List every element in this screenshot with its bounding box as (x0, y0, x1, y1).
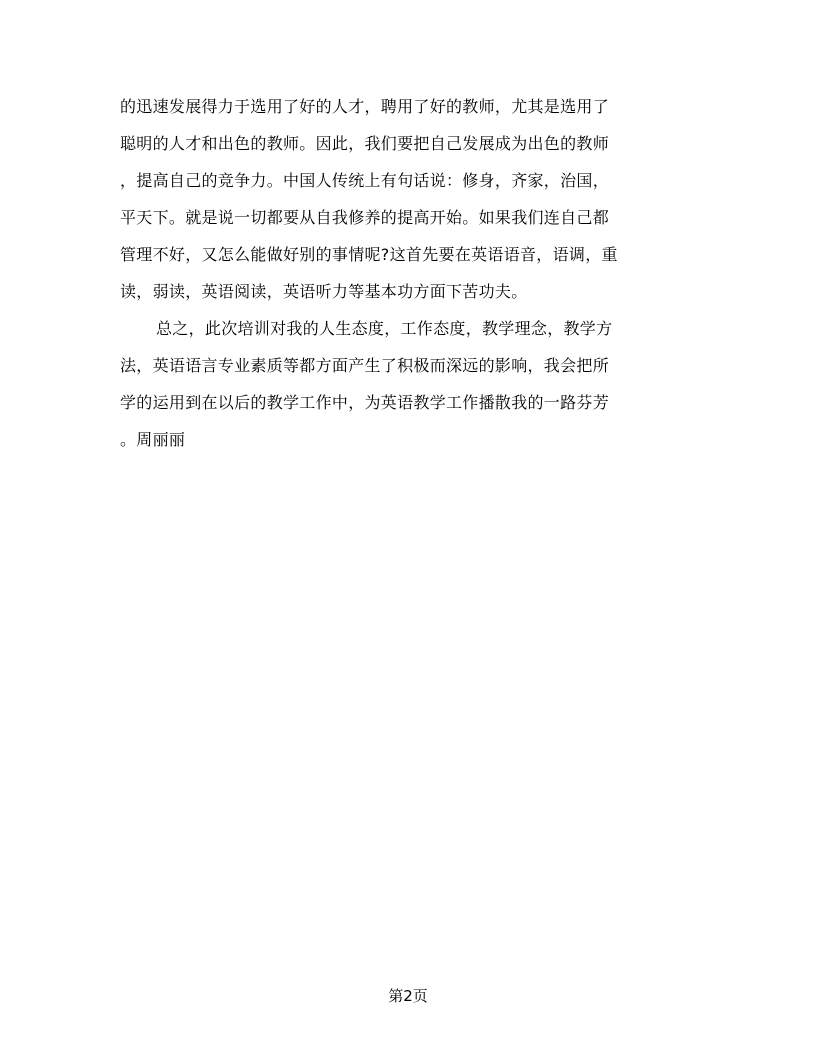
text-line-3: ，提高自己的竞争力。中国人传统上有句话说：修身，齐家，治国， (120, 171, 610, 190)
text-line-2: 聪明的人才和出色的教师。因此，我们要把自己发展成为出色的教师 (120, 134, 610, 153)
text-line-4: 平天下。就是说一切都要从自我修养的提高开始。如果我们连自己都 (120, 208, 610, 227)
page-number: 第2页 (388, 987, 428, 1005)
text-line-5: 管理不好，又怎么能做好别的事情呢?这首先要在英语语音，语调，重 (120, 245, 618, 264)
document-body (120, 88, 710, 458)
text-line-10: 。周丽丽 (120, 430, 186, 449)
text-line-6: 读，弱读，英语阅读，英语听力等基本功方面下苦功夫。 (120, 282, 528, 301)
text-line-9: 学的运用到在以后的教学工作中，为英语教学工作播散我的一路芬芳 (120, 393, 610, 412)
text-line-8: 法，英语语言专业素质等都方面产生了积极而深远的影响，我会把所 (120, 356, 610, 375)
text-line-1: 的迅速发展得力于选用了好的人才，聘用了好的教师，尤其是选用了 (120, 97, 610, 116)
text-line-7: 总之，此次培训对我的人生态度，工作态度，教学理念，教学方 (156, 319, 613, 338)
